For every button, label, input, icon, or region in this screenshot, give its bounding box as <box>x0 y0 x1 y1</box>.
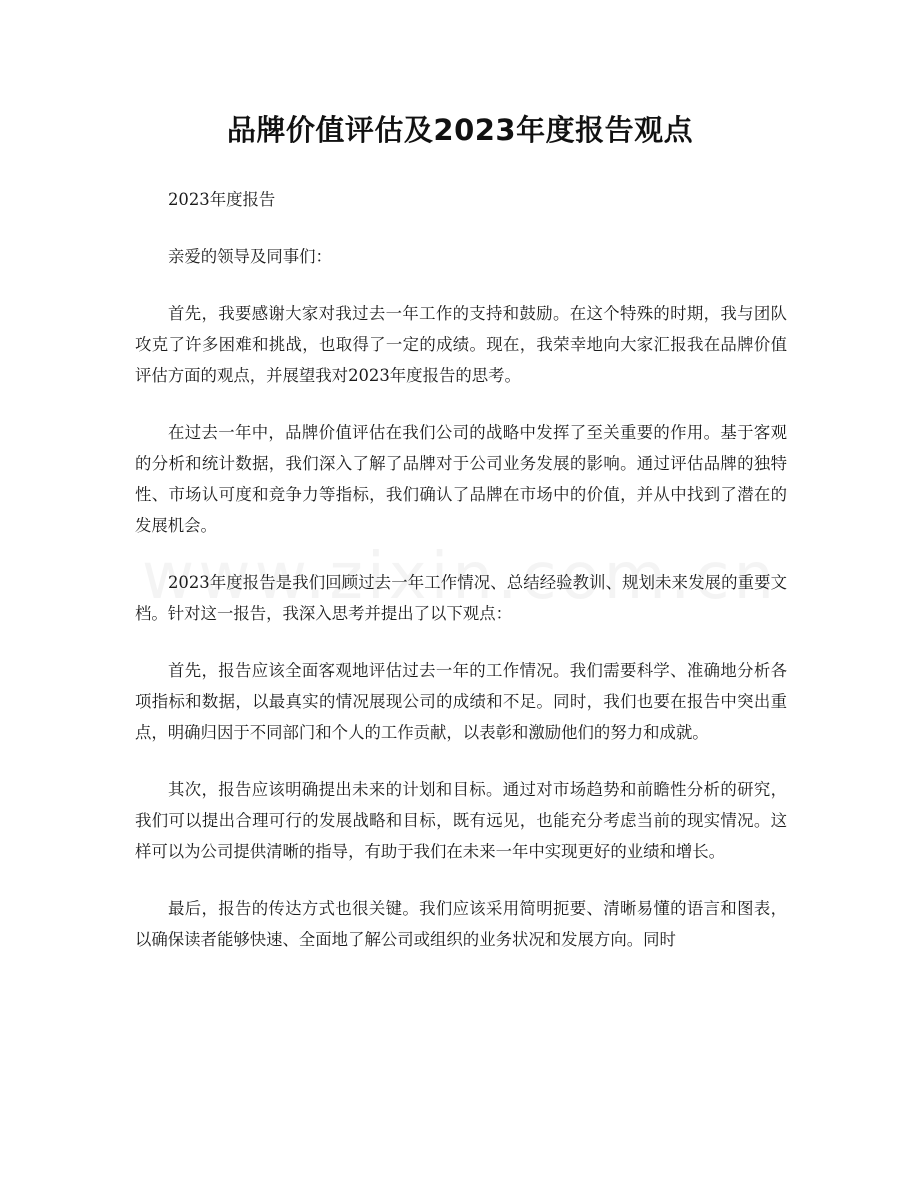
paragraph: 首先，报告应该全面客观地评估过去一年的工作情况。我们需要科学、准确地分析各项指标和数据，以最真实的情况展现公司的成绩和不足。同时，我们也要在报告中突出重点，明确归因于不同部门和个人的工作贡献，以表彰和激励他们的努力和成就。 <box>135 661 787 742</box>
paragraph: 在过去一年中，品牌价值评估在我们公司的战略中发挥了至关重要的作用。基于客观的分析和统计数据，我们深入了解了品牌对于公司业务发展的影响。通过评估品牌的独特性、市场认可度和竞争力等指标，我们确认了品牌在市场中的价值，并从中找到了潜在的发展机会。 <box>135 423 787 535</box>
salutation: 亲爱的领导及同事们： <box>168 247 332 266</box>
paragraph: 2023年度报告是我们回顾过去一年工作情况、总结经验教训、规划未来发展的重要文档。针对这一报告，我深入思考并提出了以下观点： <box>135 573 787 623</box>
document-body <box>135 184 787 981</box>
paragraph: 最后，报告的传达方式也很关键。我们应该采用简明扼要、清晰易懂的语言和图表，以确保读者能够快速、全面地了解公司或组织的业务状况和发展方向。同时 <box>135 899 787 949</box>
paragraph: 首先，我要感谢大家对我过去一年工作的支持和鼓励。在这个特殊的时期，我与团队攻克了许多困难和挑战，也取得了一定的成绩。现在，我荣幸地向大家汇报我在品牌价值评估方面的观点，并展望我对2023年度报告的思考。 <box>135 304 787 385</box>
paragraph: 其次，报告应该明确提出未来的计划和目标。通过对市场趋势和前瞻性分析的研究，我们可以提出合理可行的发展战略和目标，既有远见，也能充分考虑当前的现实情况。这样可以为公司提供清晰的指导，有助于我们在未来一年中实现更好的业绩和增长。 <box>135 780 787 861</box>
report-heading: 2023年度报告 <box>168 190 276 209</box>
document-title: 品牌价值评估及2023年度报告观点 <box>226 113 694 147</box>
